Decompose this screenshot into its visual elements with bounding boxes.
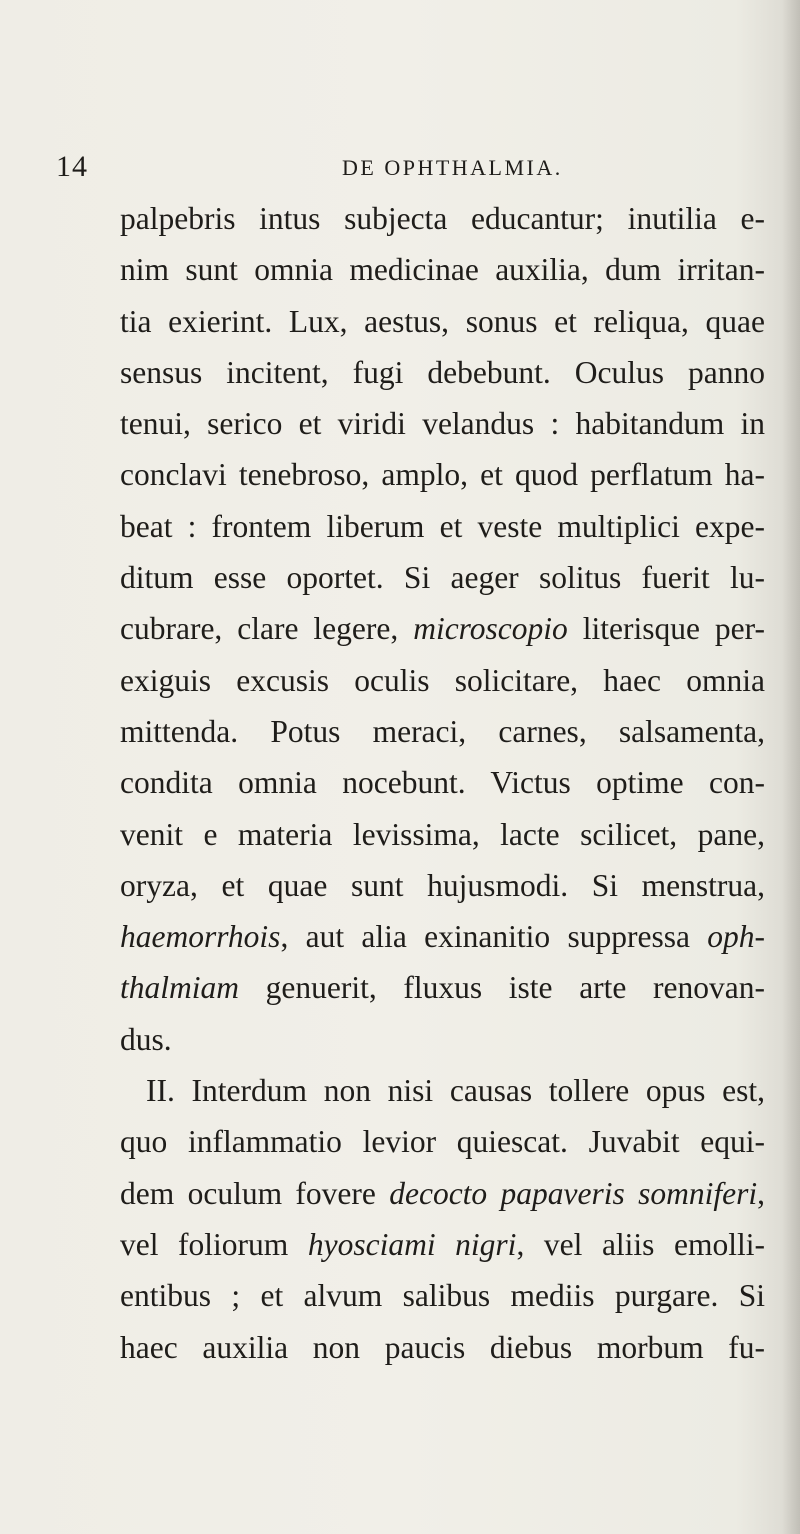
text-line bbox=[120, 449, 765, 500]
text-run: quo inflammatio levior quiescat. Juvabit equi- bbox=[120, 1124, 765, 1160]
text-line bbox=[120, 1219, 765, 1270]
italic-run: thalmiam bbox=[120, 970, 240, 1006]
text-run: vel foliorum bbox=[120, 1226, 308, 1262]
text-line bbox=[120, 757, 765, 808]
text-line bbox=[120, 860, 765, 911]
text-line bbox=[120, 1270, 765, 1321]
text-run: mittenda. Potus meraci, carnes, salsamenta, bbox=[120, 713, 765, 749]
body-text bbox=[120, 193, 765, 1373]
text-run: conclavi tenebroso, amplo, et quod perflatum ha- bbox=[120, 457, 765, 493]
italic-run: oph- bbox=[707, 919, 765, 955]
text-run: entibus ; et alvum salibus mediis purgare. Si bbox=[120, 1278, 765, 1314]
text-run: tenui, serico et viridi velandus : habitandum in bbox=[120, 406, 765, 442]
text-line bbox=[120, 1168, 765, 1219]
text-run: tia exierint. Lux, aestus, sonus et reliqua, quae bbox=[120, 303, 765, 339]
text-run: , vel aliis emolli- bbox=[516, 1226, 765, 1262]
text-line bbox=[120, 603, 765, 654]
text-line bbox=[120, 398, 765, 449]
text-line bbox=[120, 655, 765, 706]
text-line bbox=[120, 1014, 765, 1065]
text-run: oryza, et quae sunt hujusmodi. Si menstrua, bbox=[120, 867, 765, 903]
text-run: exiguis excusis oculis solicitare, haec omnia bbox=[120, 662, 765, 698]
italic-run: microscopio bbox=[413, 611, 568, 647]
text-line bbox=[120, 501, 765, 552]
italic-run: haemorrhois bbox=[120, 919, 281, 955]
text-run: literisque per- bbox=[567, 611, 765, 647]
text-line bbox=[120, 1322, 765, 1373]
text-run: ditum esse oportet. Si aeger solitus fuerit lu- bbox=[120, 560, 765, 596]
text-line bbox=[120, 552, 765, 603]
text-run: nim sunt omnia medicinae auxilia, dum irritan- bbox=[120, 252, 765, 288]
italic-run: hyosciami nigri bbox=[307, 1226, 517, 1262]
section-ii-first-line bbox=[120, 1065, 765, 1116]
running-title: DE OPHTHALMIA. bbox=[342, 155, 563, 180]
text-run: dem oculum fovere bbox=[120, 1175, 390, 1211]
text-run: cubrare, clare legere, bbox=[120, 611, 414, 647]
text-run: beat : frontem liberum et veste multiplici expe- bbox=[120, 508, 765, 544]
text-line bbox=[120, 347, 765, 398]
text-run: genuerit, fluxus iste arte renovan- bbox=[239, 970, 765, 1006]
page-number: 14 bbox=[56, 150, 88, 183]
text-line bbox=[120, 296, 765, 347]
text-run: , aut alia exinanitio suppressa bbox=[280, 919, 708, 955]
text-line bbox=[120, 809, 765, 860]
text-line bbox=[120, 244, 765, 295]
text-run: , bbox=[757, 1175, 765, 1211]
text-run: dus. bbox=[120, 1021, 172, 1057]
text-line bbox=[120, 193, 765, 244]
text-run: venit e materia levissima, lacte scilicet, pane, bbox=[120, 816, 765, 852]
italic-run: decocto papaveris somniferi bbox=[389, 1175, 758, 1211]
text-run: II. Interdum non nisi causas tollere opus est, bbox=[146, 1073, 765, 1109]
text-line bbox=[120, 911, 765, 962]
text-line bbox=[120, 1116, 765, 1167]
page-edge-shadow bbox=[782, 0, 800, 1534]
text-run: condita omnia nocebunt. Victus optime con- bbox=[120, 765, 765, 801]
text-line bbox=[120, 962, 765, 1013]
text-line bbox=[120, 706, 765, 757]
text-run: sensus incitent, fugi debebunt. Oculus panno bbox=[120, 354, 765, 390]
text-run: haec auxilia non paucis diebus morbum fu- bbox=[120, 1329, 765, 1365]
text-run: palpebris intus subjecta educantur; inutilia e- bbox=[120, 201, 765, 236]
